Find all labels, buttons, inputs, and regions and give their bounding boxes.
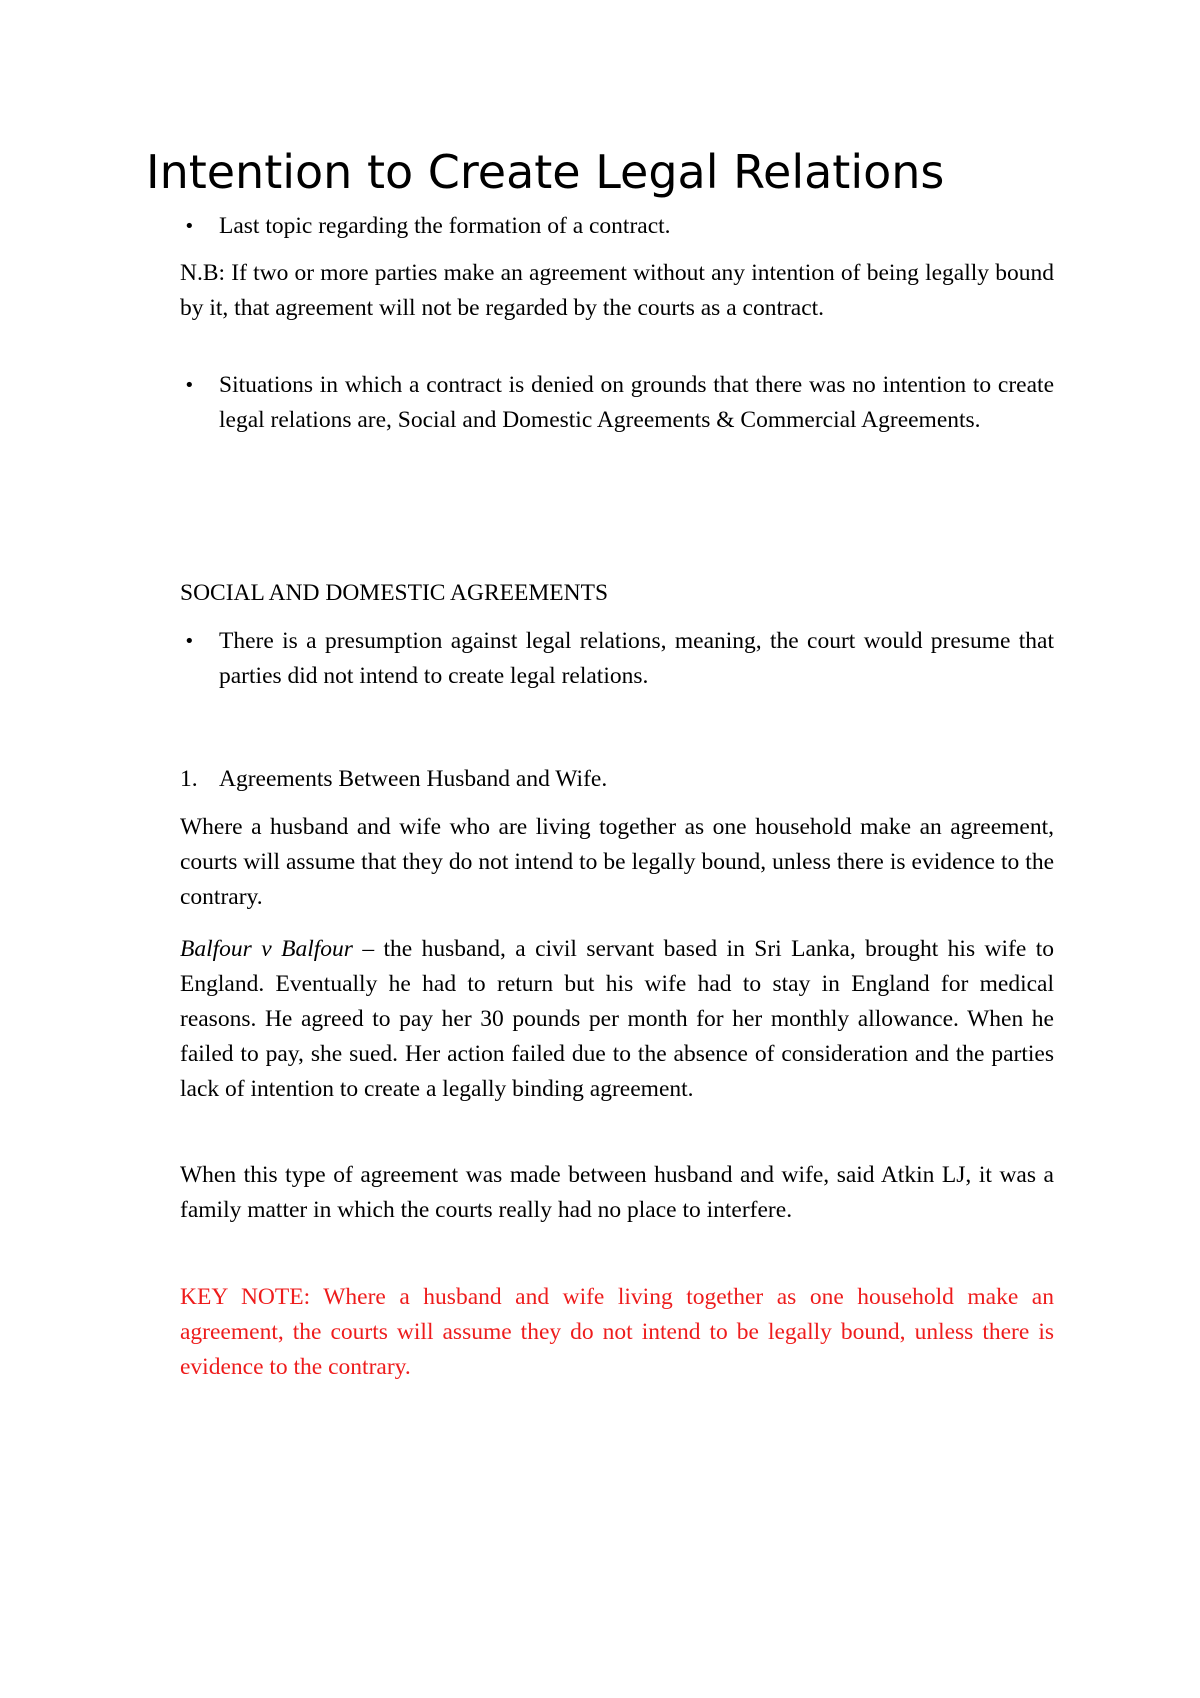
bullet-icon: • xyxy=(184,216,195,237)
case-paragraph xyxy=(180,932,1054,1107)
bullet-icon: • xyxy=(184,631,195,652)
document-title: Intention to Create Legal Relations xyxy=(146,145,945,199)
list-item xyxy=(180,368,1054,473)
husband-wife-paragraph: Where a husband and wife who are living together as one household make an agreement, courts will assume that they do not intend to be legally bound, unless there is evidence to the contrary. xyxy=(180,814,1054,910)
bullet-text: There is a presumption against legal relations, meaning, the court would presume that parties did not intend to create legal relations. xyxy=(219,628,1054,689)
subsection-heading: Agreements Between Husband and Wife. xyxy=(219,766,608,792)
case-name: Balfour v Balfour xyxy=(180,936,353,962)
case-description: – the husband, a civil servant based in Sri Lanka, brought his wife to England. Eventually he had to return but his wife had to stay in England for medical reasons. He agreed to pay her 30 pounds per month for her monthly allowance. When he failed to pay, she sued. Her action failed due to the absence of consideration and the parties lack of intention to create a legally binding agreement. xyxy=(180,936,1054,1102)
bullet-icon: • xyxy=(184,375,195,396)
key-note-paragraph: KEY NOTE: Where a husband and wife living together as one household make an agreement, the courts will assume they do not intend to be legally bound, unless there is evidence to the contrary. xyxy=(180,1284,1054,1380)
list-item xyxy=(180,624,1054,694)
list-number: 1. xyxy=(180,766,198,792)
bullet-text: Situations in which a contract is denied on grounds that there was no intention to create legal relations are, Social and Domestic Agreements & Commercial Agreements. xyxy=(219,372,1054,433)
nb-paragraph: N.B: If two or more parties make an agreement without any intention of being legally bound by it, that agreement will not be regarded by the courts as a contract. xyxy=(180,260,1054,321)
atkin-paragraph: When this type of agreement was made between husband and wife, said Atkin LJ, it was a family matter in which the courts really had no place to interfere. xyxy=(180,1162,1054,1223)
section-heading: SOCIAL AND DOMESTIC AGREEMENTS xyxy=(180,580,609,606)
bullet-text: Last topic regarding the formation of a contract. xyxy=(219,213,671,239)
